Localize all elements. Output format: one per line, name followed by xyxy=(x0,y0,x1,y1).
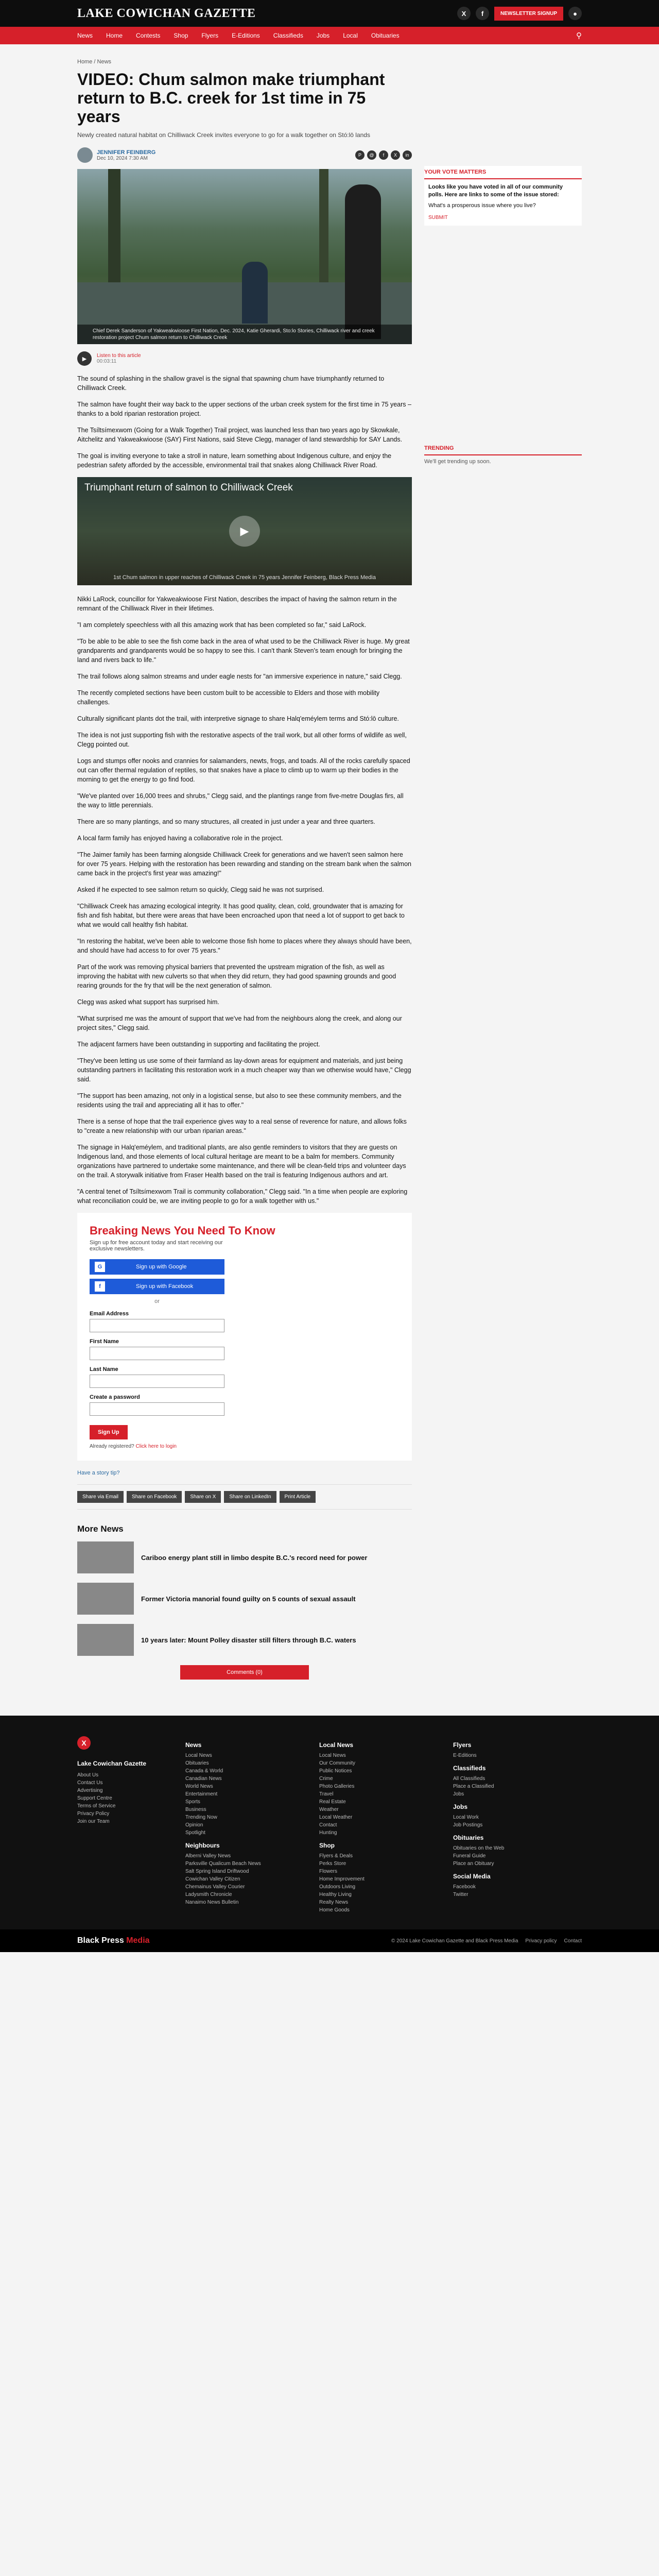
article-paragraph: Asked if he expected to see salmon return so quickly, Clegg said he was not surprised. xyxy=(77,886,324,893)
footer-link[interactable]: Trending Now xyxy=(185,1815,217,1820)
footer-link[interactable]: Advertising xyxy=(77,1788,103,1793)
photo-caption: Chief Derek Sanderson of Yakweakwioose First Nation, Dec. 2024, Katie Gherardi, Sto:lo Stories, Chilliwack river and creek restoration project Chum salmon return to Chilliwack Creek xyxy=(77,325,412,344)
email-label: Email Address xyxy=(90,1311,129,1317)
video-play-icon[interactable]: ▶ xyxy=(229,516,260,547)
article-paragraph: Part of the work was removing physical barriers that prevented the upstream migration of the fish, as well as improving the habitat with new culverts so that when they did return, they had good spawning grounds and good rearing grounds for the fry that will be the next generation of salmon. xyxy=(77,963,396,989)
footer-heading: Neighbours xyxy=(185,1842,220,1849)
linkedin-icon[interactable]: in xyxy=(403,150,412,160)
black-press-logo[interactable] xyxy=(77,1936,150,1945)
trending-heading: TRENDING xyxy=(424,442,582,455)
article-paragraph: "To be able to be able to see the fish come back in the area of what used to be the Chilliwack River is huge. My great grandparents and grandparents would be so happy to see this. I can't thank Steven's team enough for bringing the land and rivers back to life." xyxy=(77,638,410,664)
more-news xyxy=(77,1524,412,1680)
footer-link[interactable]: Flyers & Deals xyxy=(319,1853,353,1859)
article-paragraph: "The Jaimer family has been farming alongside Chilliwack Creek for generations and we haven't seen salmon here for over 75 years. Helping with the restoration has been rewarding and standing on the stream bank when the salmon came back in the project's first year was amazing!" xyxy=(77,851,411,877)
article-paragraph: Logs and stumps offer nooks and crannies for salamanders, newts, frogs, and toads. All of the rocks carefully spaced out can offer thermal regulation of reptiles, so that snakes have a place to climb up to warm up their bodies in the morning to get the energy to go find food. xyxy=(77,757,410,783)
nav-item-home[interactable]: Home xyxy=(106,32,123,39)
footer-link[interactable]: Flowers xyxy=(319,1869,338,1874)
footer-heading: Classifieds xyxy=(453,1765,486,1772)
x-icon[interactable]: X xyxy=(77,1736,91,1750)
article-body xyxy=(77,374,412,1206)
black-press-logo-b: Media xyxy=(126,1936,150,1945)
article-paragraph: "The support has been amazing, not only in a logistical sense, but also to see these community members, and the residents using the trail and appreciating all it has to offer." xyxy=(77,1092,402,1109)
site-footer xyxy=(0,1716,659,1929)
nav-item-jobs[interactable]: Jobs xyxy=(316,32,330,39)
poll-heading: YOUR VOTE MATTERS xyxy=(424,166,582,179)
footer-link[interactable]: Obituaries on the Web xyxy=(453,1845,505,1851)
footer-link[interactable]: Alberni Valley News xyxy=(185,1853,231,1859)
footer-link[interactable]: Canada & World xyxy=(185,1768,223,1774)
article-paragraph: "I am completely speechless with all this amazing work that has been completed so far," said LaRock. xyxy=(77,621,367,629)
first-name-label: First Name xyxy=(90,1338,119,1345)
google-icon: G xyxy=(95,1262,105,1272)
last-name-label: Last Name xyxy=(90,1366,118,1372)
footer-link[interactable]: Hunting xyxy=(319,1830,337,1836)
facebook-icon[interactable]: f xyxy=(379,150,388,160)
footer-link[interactable]: Entertainment xyxy=(185,1791,218,1797)
nav-item-classifieds[interactable]: Classifieds xyxy=(273,32,303,39)
footer-heading: Obituaries xyxy=(453,1834,484,1841)
newsletter-signup-box xyxy=(77,1213,412,1461)
more-news-heading: More News xyxy=(77,1524,124,1534)
footer-link[interactable]: Nanaimo News Bulletin xyxy=(185,1900,239,1905)
article-paragraph: The trail follows along salmon streams and under eagle nests for "an immersive experience in nature," said Clegg. xyxy=(77,673,402,680)
nav-item-contests[interactable]: Contests xyxy=(136,32,161,39)
footer-col-local xyxy=(319,1736,432,1914)
share-bar xyxy=(77,1484,412,1510)
list-item[interactable] xyxy=(77,1583,412,1615)
listen-duration: 00:03:11 xyxy=(97,359,117,364)
list-item[interactable] xyxy=(77,1541,412,1573)
footer-link[interactable]: Outdoors Living xyxy=(319,1884,356,1890)
article-paragraph: The salmon have fought their way back to the upper sections of the urban creek system for the first time in 75 years – thanks to a bold riparian restoration project. xyxy=(77,401,411,417)
article-paragraph: "They've been letting us use some of their farmland as lay-down areas for equipment and materials, and just being outstanding partners in facilitating this restoration work in a much cheaper way than we otherwise would have," Clegg said. xyxy=(77,1057,411,1083)
author-avatar xyxy=(77,147,93,163)
audio-player xyxy=(77,351,412,366)
footer-link[interactable]: Our Community xyxy=(319,1760,356,1766)
news-headline[interactable]: Cariboo energy plant still in limbo despite B.C.'s record need for power xyxy=(141,1553,368,1562)
main-nav xyxy=(0,27,659,44)
google-signup-button[interactable] xyxy=(90,1259,224,1275)
article-paragraph: The goal is inviting everyone to take a stroll in nature, learn something about Indigenous culture, and enjoy the pedestrian safety afforded by the accessible, environmental trail that snakes along Chilliwack River Road. xyxy=(77,452,392,469)
publish-date: Dec 10, 2024 7:30 AM xyxy=(97,155,148,161)
footer-link[interactable]: About Us xyxy=(77,1772,99,1778)
footer-bottom-bar xyxy=(0,1929,659,1952)
article-paragraph: "In restoring the habitat, we've been able to welcome those fish home to places where they always should have been, and should have had access to for over 75 years." xyxy=(77,938,412,954)
nav-item-local[interactable]: Local xyxy=(343,32,358,39)
footer-link[interactable]: Canadian News xyxy=(185,1776,222,1782)
article-paragraph: "Chilliwack Creek has amazing ecological integrity. It has good quality, clean, cold, groundwater that is amazing for fish and fish habitat, but there were areas that have been encroached upon that need a lot of support to get back to what we would call healthy fish habitat. xyxy=(77,903,405,928)
article-paragraph: Clegg was asked what support has surprised him. xyxy=(77,998,219,1006)
footer-brand-name: Lake Cowichan Gazette xyxy=(77,1760,147,1767)
list-item[interactable] xyxy=(77,1624,412,1656)
author-name[interactable]: JENNIFER FEINBERG xyxy=(97,149,156,156)
news-thumbnail[interactable] xyxy=(77,1624,134,1656)
already-registered xyxy=(90,1444,400,1449)
footer-link[interactable]: Funeral Guide xyxy=(453,1853,486,1859)
footer-link[interactable]: Crime xyxy=(319,1776,333,1782)
search-icon[interactable]: ⚲ xyxy=(576,31,582,40)
footer-link[interactable]: World News xyxy=(185,1784,213,1789)
footer-link[interactable]: Terms of Service xyxy=(77,1803,116,1809)
footer-link[interactable]: Local Work xyxy=(453,1815,479,1820)
footer-heading: Flyers xyxy=(453,1741,472,1749)
play-icon[interactable]: ▶ xyxy=(77,351,92,366)
black-press-logo-a: Black Press xyxy=(77,1936,127,1945)
article-paragraph: "We've planted over 16,000 trees and shrubs," Clegg said, and the plantings range from five-metre Douglas firs, all the way to little perennials. xyxy=(77,792,404,809)
newsletter-signup-button[interactable]: NEWSLETTER SIGNUP xyxy=(494,7,563,21)
footer-link[interactable]: Local Weather xyxy=(319,1815,353,1820)
google-signup-label: Sign up with Google xyxy=(136,1264,187,1270)
article-paragraph: "A central tenet of Tsíltsímexwom Trail is community collaboration," Clegg said. "In a time when people are exploring what reconciliation could be, we are inviting people to go for a walk together with us." xyxy=(77,1188,408,1205)
login-link[interactable]: Click here to login xyxy=(135,1444,177,1449)
footer-link[interactable]: Chemainus Valley Courier xyxy=(185,1884,245,1890)
news-headline[interactable]: 10 years later: Mount Polley disaster still filters through B.C. waters xyxy=(141,1636,356,1644)
article-paragraph: Culturally significant plants dot the trail, with interpretive signage to share Halq'eméylem terms and Stó:lō culture. xyxy=(77,715,399,722)
footer-col-news xyxy=(185,1736,299,1914)
article-paragraph: The sound of splashing in the shallow gravel is the signal that spawning chum have triumphantly returned to Chilliwack Creek. xyxy=(77,375,385,392)
nav-item-news[interactable]: News xyxy=(77,32,93,39)
footer-heading: Local News xyxy=(319,1741,354,1749)
footer-heading: Shop xyxy=(319,1842,335,1849)
article-paragraph: There are so many plantings, and so many structures, all created in just under a year and three quarters. xyxy=(77,818,375,825)
share-facebook-button[interactable]: Share on Facebook xyxy=(127,1491,182,1503)
article-paragraph: The adjacent farmers have been outstanding in supporting and facilitating the project. xyxy=(77,1041,320,1048)
lead-photo[interactable] xyxy=(77,169,412,344)
story-tip-link[interactable]: Have a story tip? xyxy=(77,1470,120,1476)
breadcrumb[interactable]: Home / News xyxy=(77,59,112,65)
or-divider: or xyxy=(154,1298,160,1304)
nav-item-flyers[interactable]: Flyers xyxy=(201,32,219,39)
facebook-signup-label: Sign up with Facebook xyxy=(136,1283,194,1290)
footer-link[interactable]: Opinion xyxy=(185,1822,203,1828)
photo-person xyxy=(345,184,381,339)
sidebar xyxy=(424,59,582,1700)
nav-item-shop[interactable]: Shop xyxy=(174,32,188,39)
footer-link[interactable]: Healthy Living xyxy=(319,1892,352,1897)
share-email-button[interactable]: Share via Email xyxy=(77,1491,124,1503)
footer-link[interactable]: Cowichan Valley Citizen xyxy=(185,1876,240,1882)
footer-link[interactable]: Contact xyxy=(319,1822,337,1828)
site-logo[interactable]: LAKE COWICHAN GAZETTE xyxy=(77,6,256,20)
footer-link[interactable]: Support Centre xyxy=(77,1795,112,1801)
footer-link[interactable]: Place an Obituary xyxy=(453,1861,494,1867)
site-header xyxy=(0,0,659,27)
header-actions xyxy=(457,7,582,21)
privacy-link[interactable]: Privacy policy xyxy=(525,1938,557,1944)
news-thumbnail[interactable] xyxy=(77,1583,134,1615)
article-paragraph: "What surprised me was the amount of support that we've had from the neighbours along the creek, and along our project sites," Clegg said. xyxy=(77,1015,402,1031)
footer-link[interactable]: Home Improvement xyxy=(319,1876,365,1882)
footer-link[interactable]: Public Notices xyxy=(319,1768,352,1774)
footer-link[interactable]: Obituaries xyxy=(185,1760,209,1766)
video-title: Triumphant return of salmon to Chilliwack Creek xyxy=(84,482,293,493)
poll-submit-link[interactable]: SUBMIT xyxy=(428,215,448,221)
article-paragraph: There is a sense of hope that the trail experience gives way to a real sense of reverence for nature, and allows folks to "create a new relationship with our urban riparian areas." xyxy=(77,1118,407,1134)
contact-link[interactable]: Contact xyxy=(564,1938,582,1944)
comments-button[interactable]: Comments (0) xyxy=(180,1665,309,1680)
footer-link[interactable]: Weather xyxy=(319,1807,339,1812)
listen-label[interactable]: Listen to this article xyxy=(97,353,141,359)
photo-person xyxy=(242,262,268,324)
last-name-field[interactable] xyxy=(90,1375,224,1388)
footer-link[interactable]: Twitter xyxy=(453,1892,469,1897)
article-paragraph: A local farm family has enjoyed having a collaborative role in the project. xyxy=(77,835,283,842)
news-thumbnail[interactable] xyxy=(77,1541,134,1573)
x-social-icon[interactable]: X xyxy=(457,7,471,20)
article-paragraph: The signage in Halq'eméylem, and traditional plants, are also gentle reminders to visitors that they are guests on Indigenous land, and those elements of local cultural heritage are meant to be a balm for members. Community organizations have partnered to undertake some maintenance, and there will be clean-field trips and volunteer days on the trail. A storywalk initiative from Fraser Health based on the trail is featuring Indigenous authors and art. xyxy=(77,1144,406,1179)
newsletter-subtext: Sign up for free account today and start receiving our exclusive newsletters. xyxy=(90,1240,223,1252)
print-icon[interactable]: P xyxy=(355,150,365,160)
news-headline[interactable]: Former Victoria manorial found guilty on 5 counts of sexual assault xyxy=(141,1595,356,1603)
trending-text: We'll get trending up soon. xyxy=(424,459,491,465)
footer-link[interactable]: Local News xyxy=(319,1753,346,1758)
first-name-field[interactable] xyxy=(90,1347,224,1360)
article-paragraph: The Tsíltsímexwom (Going for a Walk Together) Trail project, was launched less than two years ago by Skowkale, Aitchelitz and Yakweakwioose (SAY) First Nations, said Steve Clegg, manager of land stewardship for SAY Lands. xyxy=(77,427,403,443)
footer-link[interactable]: Salt Spring Island Driftwood xyxy=(185,1869,249,1874)
already-label: Already registered? xyxy=(90,1444,134,1449)
email-field[interactable] xyxy=(90,1319,224,1332)
copyright: © 2024 Lake Cowichan Gazette and Black Press Media xyxy=(391,1938,518,1944)
article-title: VIDEO: Chum salmon make triumphant return to B.C. creek for 1st time in 75 years xyxy=(77,70,385,126)
footer-link[interactable]: Job Postings xyxy=(453,1822,483,1828)
footer-link[interactable]: Place a Classified xyxy=(453,1784,494,1789)
footer-link[interactable]: Facebook xyxy=(453,1884,476,1890)
footer-link[interactable]: Join our Team xyxy=(77,1819,110,1824)
nav-item-e-editions[interactable]: E-Editions xyxy=(232,32,260,39)
share-x-button[interactable]: Share on X xyxy=(185,1491,221,1503)
footer-legal xyxy=(391,1938,582,1944)
byline xyxy=(77,147,412,163)
article-paragraph: Nikki LaRock, councillor for Yakweakwioose First Nation, describes the impact of having the salmon return in the remnant of the Chilliwack River in their lifetimes. xyxy=(77,596,397,612)
footer-link[interactable]: Sports xyxy=(185,1799,200,1805)
footer-link[interactable]: Travel xyxy=(319,1791,334,1797)
poll-widget xyxy=(424,166,582,226)
footer-link[interactable]: Realty News xyxy=(319,1900,349,1905)
newsletter-heading: Breaking News You Need To Know xyxy=(90,1224,275,1237)
footer-heading: Jobs xyxy=(453,1803,468,1810)
article-paragraph: The recently completed sections have been custom built to be accessible to Elders and those with mobility challenges. xyxy=(77,689,380,706)
share-icons xyxy=(355,150,412,160)
nav-item-obituaries[interactable]: Obituaries xyxy=(371,32,400,39)
signup-button[interactable]: Sign Up xyxy=(90,1425,128,1439)
user-icon[interactable]: ● xyxy=(568,7,582,20)
article-main xyxy=(77,59,412,1700)
article-subhead: Newly created natural habitat on Chilliwack Creek invites everyone to go for a walk together on Stó:lō lands xyxy=(77,131,370,139)
footer-link[interactable]: Parksville Qualicum Beach News xyxy=(185,1861,261,1867)
facebook-social-icon[interactable]: f xyxy=(476,7,489,20)
footer-brand-links xyxy=(77,1771,154,1825)
footer-link[interactable]: Business xyxy=(185,1807,206,1812)
poll-question: Looks like you have voted in all of our community polls. Here are links to some of the issue stored: xyxy=(428,184,563,198)
footer-heading: Social Media xyxy=(453,1873,491,1880)
footer-link[interactable]: Perks Store xyxy=(319,1861,346,1867)
article-paragraph: The idea is not just supporting fish with the restorative aspects of the trail work, but all other forms of wildlife as well, Clegg pointed out. xyxy=(77,732,407,748)
facebook-signup-button[interactable] xyxy=(90,1279,224,1294)
share-linkedin-button[interactable]: Share on LinkedIn xyxy=(224,1491,276,1503)
footer-link[interactable]: Local News xyxy=(185,1753,212,1758)
footer-link[interactable]: E-Editions xyxy=(453,1753,477,1758)
footer-link[interactable]: All Classifieds xyxy=(453,1776,485,1782)
footer-link[interactable]: Ladysmith Chronicle xyxy=(185,1892,232,1897)
x-icon[interactable]: X xyxy=(391,150,400,160)
footer-brand xyxy=(77,1736,165,1914)
video-caption: 1st Chum salmon in upper reaches of Chilliwack Creek in 75 years Jennifer Feinberg, Black Press Media xyxy=(113,574,376,581)
footer-link[interactable]: Jobs xyxy=(453,1791,464,1797)
footer-link[interactable]: Home Goods xyxy=(319,1907,350,1913)
footer-col-flyers xyxy=(453,1736,546,1914)
print-article-button[interactable]: Print Article xyxy=(280,1491,316,1503)
poll-text: What's a prosperous issue where you live? xyxy=(428,202,536,209)
password-field[interactable] xyxy=(90,1402,224,1416)
footer-link[interactable]: Real Estate xyxy=(319,1799,346,1805)
facebook-icon: f xyxy=(95,1281,105,1292)
footer-link[interactable]: Photo Galleries xyxy=(319,1784,355,1789)
trending-widget xyxy=(424,442,582,468)
footer-link[interactable]: Privacy Policy xyxy=(77,1811,110,1817)
password-label: Create a password xyxy=(90,1394,140,1400)
video-player[interactable] xyxy=(77,477,412,585)
footer-link[interactable]: Contact Us xyxy=(77,1780,103,1786)
footer-link[interactable]: Spotlight xyxy=(185,1830,205,1836)
poll-body xyxy=(424,179,582,226)
email-icon[interactable]: @ xyxy=(367,150,376,160)
footer-heading: News xyxy=(185,1741,202,1749)
